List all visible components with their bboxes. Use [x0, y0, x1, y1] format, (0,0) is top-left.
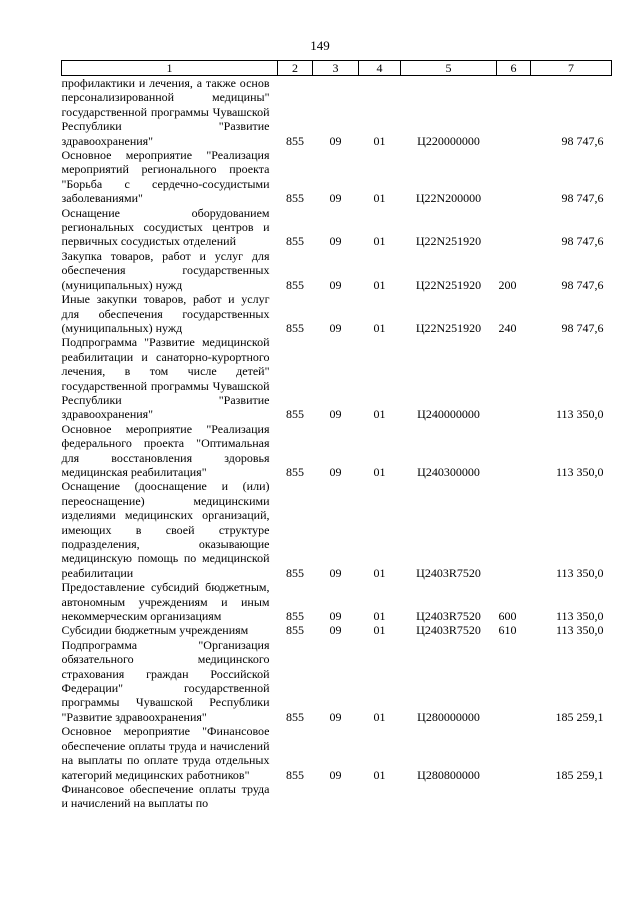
row-name: Оснащение (дооснащение и (или) переоснащение) медицинскими изделиями медицинских организаций, имеющих в своей структуре подразделения, оказывающие медицинскую помощь по медицинской реабилитации	[61, 479, 270, 580]
row-name: Подпрограмма "Организация обязательного медицинского страхования граждан Российской Федерации" государственной программы Чувашской Республики "Развитие здравоохранения"	[61, 637, 270, 724]
row-name: Основное мероприятие "Реализация мероприятий регионального проекта "Борьба с сердечно-сосудистыми заболеваниями"	[61, 148, 270, 206]
row-expense-type	[497, 335, 531, 421]
row-grbs: 855	[286, 234, 304, 249]
header-col-7: 7	[531, 61, 612, 76]
table-row	[62, 724, 612, 782]
row-subsection: 01	[373, 709, 386, 724]
row-target-article	[401, 782, 497, 811]
row-expense-type	[497, 782, 531, 811]
row-section: 09	[329, 609, 342, 624]
table-row	[62, 623, 612, 637]
row-grbs: 855	[286, 709, 304, 724]
row-expense-type	[497, 724, 531, 782]
row-grbs: 855	[286, 407, 304, 422]
row-grbs: 855	[286, 133, 304, 148]
row-amount: 113 350,0	[555, 407, 604, 422]
table-row	[62, 580, 612, 623]
row-subsection: 01	[373, 767, 386, 782]
row-amount: 113 350,0	[555, 623, 604, 638]
row-section: 09	[329, 623, 342, 638]
row-name: Финансовое обеспечение оплаты труда и начислений на выплаты по	[61, 781, 270, 811]
row-section: 09	[329, 191, 342, 206]
row-name: Закупка товаров, работ и услуг для обеспечения государственных (муниципальных) нужд	[61, 248, 270, 292]
row-expense-type	[497, 206, 531, 249]
row-name: Подпрограмма "Развитие медицинской реабилитации и санаторно-курортного лечения, в том числе детей" государственной программы Чувашской Республики "Развитие здравоохранения"	[61, 335, 270, 422]
row-expense-type	[497, 76, 531, 149]
row-target-article: Ц280800000	[417, 767, 480, 782]
row-grbs: 855	[286, 609, 304, 624]
row-grbs: 855	[286, 277, 304, 292]
row-name: Субсидии бюджетным учреждениям	[61, 623, 249, 638]
header-col-2: 2	[278, 61, 313, 76]
row-target-article: Ц2403R7520	[416, 623, 481, 638]
row-grbs: 855	[286, 320, 304, 335]
row-subsection	[359, 782, 401, 811]
row-amount	[531, 782, 612, 811]
row-subsection: 01	[373, 623, 386, 638]
row-amount: 113 350,0	[555, 464, 604, 479]
row-expense-type: 200	[498, 277, 517, 292]
row-section: 09	[329, 234, 342, 249]
row-amount: 185 259,1	[555, 709, 604, 724]
row-target-article: Ц220000000	[417, 133, 480, 148]
row-expense-type	[497, 148, 531, 206]
header-col-4: 4	[359, 61, 401, 76]
table-row	[62, 148, 612, 206]
row-subsection: 01	[373, 320, 386, 335]
row-target-article: Ц2403R7520	[416, 609, 481, 624]
row-subsection: 01	[373, 407, 386, 422]
table-row	[62, 206, 612, 249]
row-target-article: Ц240000000	[417, 407, 480, 422]
row-amount: 98 747,6	[561, 320, 604, 335]
row-section	[313, 782, 359, 811]
row-amount: 98 747,6	[561, 191, 604, 206]
row-subsection: 01	[373, 234, 386, 249]
row-expense-type: 600	[498, 609, 517, 624]
table-row	[62, 292, 612, 335]
row-name: Иные закупки товаров, работ и услуг для обеспечения государственных (муниципальных) нужд	[61, 292, 270, 335]
row-section: 09	[329, 320, 342, 335]
row-name: профилактики и лечения, а также основ персонализированной медицины" государственной программы Чувашской Республики "Развитие здравоохранения"	[61, 76, 270, 148]
header-col-5: 5	[401, 61, 497, 76]
row-target-article: Ц22N251920	[415, 277, 482, 292]
table-row	[62, 782, 612, 811]
header-col-6: 6	[497, 61, 531, 76]
table-row	[62, 479, 612, 580]
table-row	[62, 422, 612, 480]
row-expense-type	[497, 422, 531, 480]
row-grbs: 855	[286, 191, 304, 206]
row-expense-type: 610	[498, 623, 517, 638]
row-name: Основное мероприятие "Финансовое обеспечение оплаты труда и начислений на выплаты по оплате труда отдельных категорий медицинских работников"	[61, 724, 270, 782]
row-section: 09	[329, 767, 342, 782]
row-subsection: 01	[373, 133, 386, 148]
row-section: 09	[329, 277, 342, 292]
row-expense-type	[497, 479, 531, 580]
row-subsection: 01	[373, 277, 386, 292]
row-amount: 98 747,6	[561, 133, 604, 148]
row-name: Предоставление субсидий бюджетным, автономным учреждениям и иным некоммерческим организациям	[61, 580, 270, 624]
row-amount: 113 350,0	[555, 565, 604, 580]
row-target-article: Ц280000000	[417, 709, 480, 724]
row-section: 09	[329, 565, 342, 580]
header-row	[62, 61, 612, 76]
table-row	[62, 638, 612, 724]
table-row	[62, 76, 612, 149]
row-grbs	[278, 782, 313, 811]
row-target-article: Ц240300000	[417, 464, 480, 479]
page-number: 149	[310, 38, 330, 53]
row-section: 09	[329, 709, 342, 724]
row-expense-type: 240	[498, 320, 517, 335]
row-section: 09	[329, 407, 342, 422]
table-row	[62, 249, 612, 292]
row-amount: 113 350,0	[555, 609, 604, 624]
row-expense-type	[497, 638, 531, 724]
row-subsection: 01	[373, 191, 386, 206]
row-grbs: 855	[286, 565, 304, 580]
budget-table	[61, 60, 612, 811]
row-subsection: 01	[373, 464, 386, 479]
table-row	[62, 335, 612, 421]
header-col-1: 1	[62, 61, 278, 76]
header-col-3: 3	[313, 61, 359, 76]
row-name: Оснащение оборудованием региональных сосудистых центров и первичных сосудистых отделений	[61, 205, 270, 249]
row-subsection: 01	[373, 565, 386, 580]
row-amount: 98 747,6	[561, 234, 604, 249]
row-target-article: Ц22N200000	[415, 191, 482, 206]
row-target-article: Ц22N251920	[415, 320, 482, 335]
row-name: Основное мероприятие "Реализация федерального проекта "Оптимальная для восстановления здоровья медицинская реабилитация"	[61, 421, 270, 479]
row-amount: 98 747,6	[561, 277, 604, 292]
row-section: 09	[329, 464, 342, 479]
row-grbs: 855	[286, 464, 304, 479]
row-amount: 185 259,1	[555, 767, 604, 782]
row-grbs: 855	[286, 623, 304, 638]
row-target-article: Ц2403R7520	[416, 565, 481, 580]
row-grbs: 855	[286, 767, 304, 782]
row-section: 09	[329, 133, 342, 148]
row-target-article: Ц22N251920	[415, 234, 482, 249]
row-subsection: 01	[373, 609, 386, 624]
